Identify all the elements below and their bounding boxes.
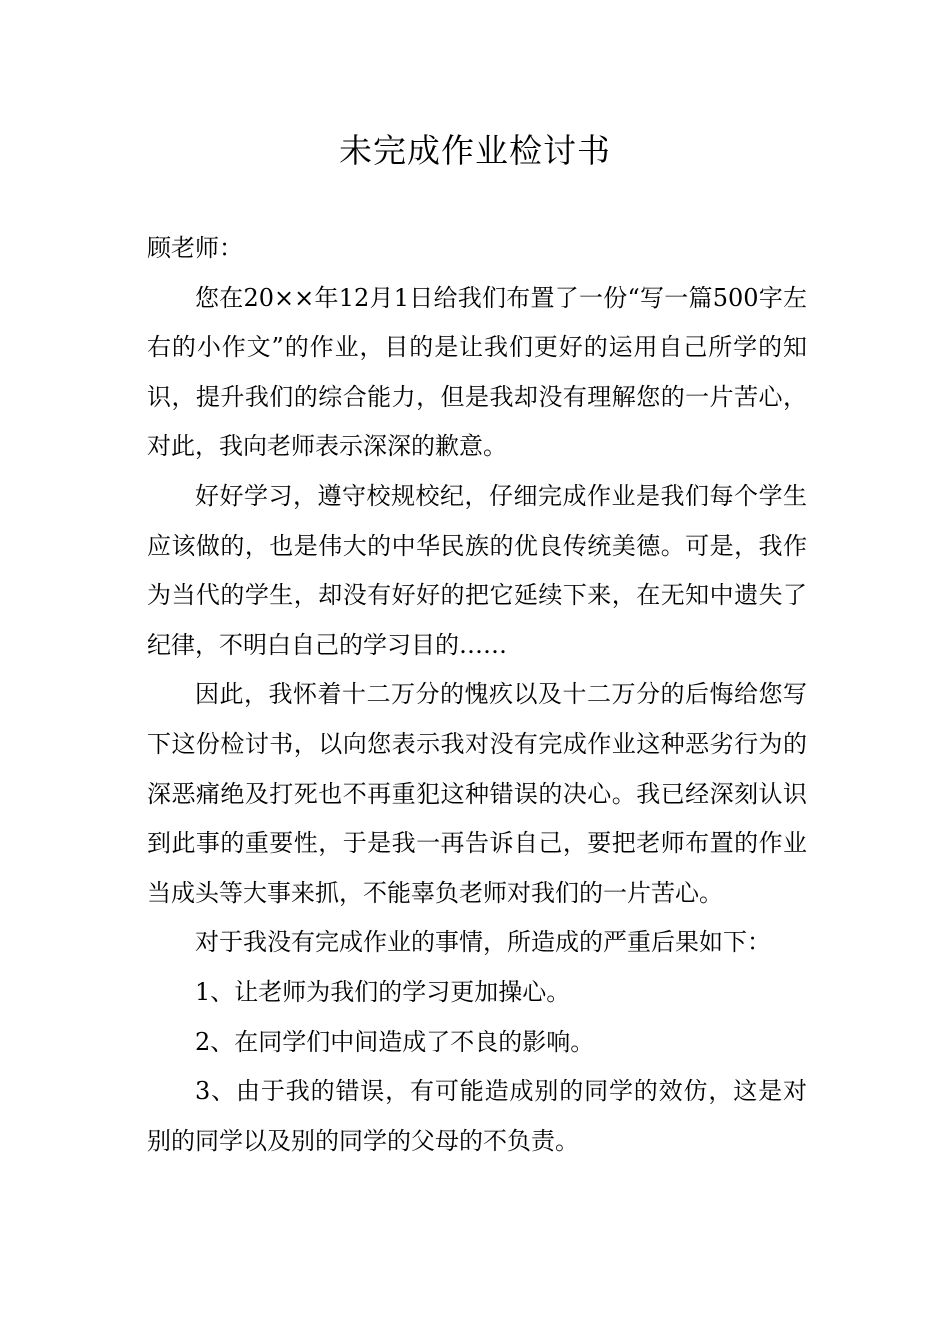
paragraph-consequences-intro: 对于我没有完成作业的事情，所造成的严重后果如下： xyxy=(195,928,771,957)
paragraph-resolution: 因此，我怀着十二万分的愧疚以及十二万分的后悔给您写下这份检讨书，以向您表示我对没有完成作业这种恶劣行为的深恶痛绝及打死也不再重犯这种错误的决心。我已经深刻认识到此事的重要性，于是我一再告诉自己，要把老师布置的作业当成头等大事来抓，不能辜负老师对我们的一片苦心。 xyxy=(147,680,807,907)
document-title: 未完成作业检讨书 xyxy=(339,131,611,170)
paragraph-apology: 您在20××年12月1日给我们布置了一份“写一篇500字左右的小作文”的作业，目的是让我们更好的运用自己所学的知识，提升我们的综合能力，但是我却没有理解您的一片苦心，对此，我向老师表示深深的歉意。 xyxy=(147,283,807,461)
salutation: 顾老师： xyxy=(147,234,243,262)
paragraph-reflection: 好好学习，遵守校规校纪，仔细完成作业是我们每个学生应该做的，也是伟大的中华民族的优良传统美德。可是，我作为当代的学生，却没有好好的把它延续下来，在无知中遗失了纪律，不明白自己的学习目的…… xyxy=(147,481,807,659)
list-item-consequence-1: 1、让老师为我们的学习更加操心。 xyxy=(195,977,571,1006)
list-item-consequence-3: 3、由于我的错误，有可能造成别的同学的效仿，这是对别的同学以及别的同学的父母的不负责。 xyxy=(147,1077,807,1155)
list-item-consequence-2: 2、在同学们中间造成了不良的影响。 xyxy=(195,1027,595,1056)
document-body xyxy=(147,224,807,1166)
